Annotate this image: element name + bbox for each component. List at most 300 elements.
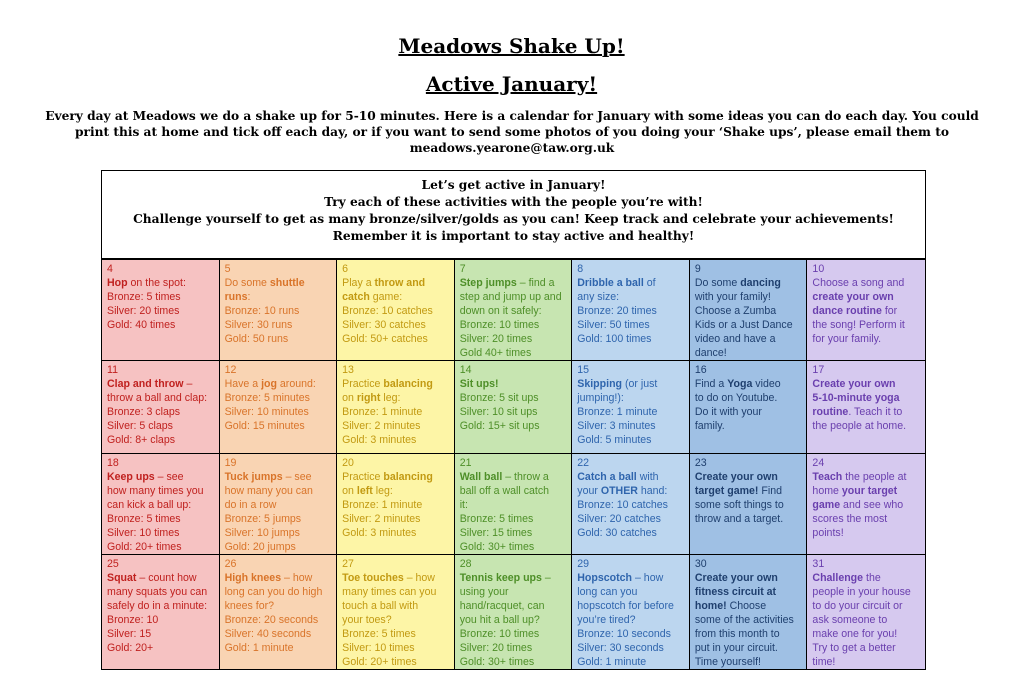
day-text-line bbox=[812, 571, 922, 585]
day-cell bbox=[807, 555, 925, 669]
activity-highlight: Yoga bbox=[727, 378, 753, 390]
activity-text: Gold: 30+ times bbox=[459, 656, 535, 668]
day-number bbox=[225, 456, 334, 470]
day-number bbox=[695, 262, 804, 276]
day-text-line bbox=[577, 377, 686, 391]
activity-text: the people at bbox=[842, 471, 907, 483]
activity-text: 5 bbox=[224, 263, 231, 275]
day-text-line bbox=[460, 470, 569, 484]
day-text-line bbox=[695, 613, 804, 627]
day-number bbox=[107, 557, 216, 571]
day-number bbox=[812, 363, 922, 377]
activity-text: Gold: 100 times bbox=[577, 333, 652, 345]
challenge-line: Remember it is important to stay active and healthy! bbox=[332, 229, 695, 243]
activity-text: Silver: 15 times bbox=[459, 527, 533, 539]
activity-text: Choose a song and bbox=[812, 277, 905, 289]
activity-highlight: Teach bbox=[812, 471, 843, 483]
day-cell bbox=[807, 454, 925, 555]
day-text-line bbox=[460, 276, 569, 290]
activity-text: do in a row bbox=[224, 499, 277, 511]
activity-text: 4 bbox=[107, 263, 113, 275]
activity-text: 14 bbox=[459, 364, 472, 376]
activity-highlight: Create your own bbox=[694, 471, 778, 483]
day-text-line bbox=[812, 332, 922, 346]
activity-text: Silver: 20 times bbox=[107, 305, 180, 317]
activity-text: Gold: 20+ times bbox=[342, 656, 417, 668]
day-text-line bbox=[225, 419, 334, 433]
activity-text: Gold: 50 runs bbox=[224, 333, 289, 345]
day-cell bbox=[690, 555, 808, 669]
activity-text: – see bbox=[282, 471, 312, 483]
day-text-line bbox=[107, 276, 216, 290]
day-text-line bbox=[342, 318, 451, 332]
activity-text: Gold: 3 minutes bbox=[342, 434, 417, 446]
day-text-line bbox=[812, 470, 922, 484]
day-number bbox=[812, 456, 922, 470]
day-text-line bbox=[107, 318, 216, 332]
day-text-line bbox=[695, 585, 804, 599]
activity-text: – how bbox=[281, 572, 313, 584]
day-cell bbox=[337, 555, 455, 669]
activity-text: Gold: 30 catches bbox=[577, 527, 657, 539]
day-number bbox=[577, 262, 686, 276]
day-text-line bbox=[342, 470, 451, 484]
day-text-line bbox=[460, 641, 569, 655]
day-number bbox=[460, 557, 569, 571]
day-text-line bbox=[695, 318, 804, 332]
day-text-line bbox=[342, 276, 451, 290]
activity-text: Bronze: 20 seconds bbox=[224, 614, 319, 626]
activity-text: Gold: 1 minute bbox=[577, 656, 647, 668]
activity-text: 22 bbox=[577, 457, 590, 469]
activity-text: – how bbox=[403, 572, 435, 584]
day-cell bbox=[455, 260, 573, 361]
challenge-line: Try each of these activities with the people you’re with! bbox=[324, 195, 703, 209]
day-text-line bbox=[812, 405, 922, 419]
activity-text: hand: bbox=[637, 485, 668, 497]
day-text-line bbox=[695, 346, 804, 360]
day-text-line bbox=[460, 613, 569, 627]
activity-text: time! bbox=[812, 656, 836, 668]
day-text-line bbox=[342, 571, 451, 585]
activity-text: Bronze: 10 runs bbox=[224, 305, 300, 317]
activity-highlight: routine bbox=[812, 406, 849, 418]
activity-text: people in your house bbox=[812, 586, 911, 598]
day-text-line bbox=[812, 318, 922, 332]
day-cell bbox=[102, 260, 220, 361]
day-text-line bbox=[107, 419, 216, 433]
day-text-line bbox=[225, 304, 334, 318]
activity-text: around: bbox=[276, 378, 316, 390]
day-text-line bbox=[107, 377, 216, 391]
activity-highlight: balancing bbox=[383, 378, 433, 390]
activity-text: Gold: 20+ times bbox=[107, 541, 182, 553]
day-text-line bbox=[577, 512, 686, 526]
day-text-line bbox=[342, 391, 451, 405]
day-text-line bbox=[460, 526, 569, 540]
day-cell bbox=[220, 361, 338, 454]
activity-text: with bbox=[636, 471, 659, 483]
activity-text: put in your circuit. bbox=[694, 642, 778, 654]
activity-text: Find bbox=[758, 485, 782, 497]
activity-highlight: Toe touches bbox=[342, 572, 404, 584]
day-text-line bbox=[225, 627, 334, 641]
day-text-line bbox=[695, 599, 804, 613]
activity-text: Do some bbox=[224, 277, 270, 289]
day-text-line bbox=[577, 641, 686, 655]
day-number bbox=[225, 557, 334, 571]
activity-text: 31 bbox=[812, 558, 825, 570]
day-text-line bbox=[812, 419, 922, 433]
activity-text: the people at home. bbox=[812, 420, 907, 432]
activity-highlight: dance routine bbox=[812, 305, 882, 317]
day-text-line bbox=[107, 512, 216, 526]
day-cell bbox=[102, 454, 220, 555]
day-number bbox=[107, 456, 216, 470]
day-number bbox=[695, 363, 804, 377]
activity-text: Gold: 8+ claps bbox=[107, 434, 176, 446]
activity-text: safely do in a minute: bbox=[107, 600, 208, 612]
activity-text: – count how bbox=[136, 572, 197, 584]
day-cell bbox=[572, 361, 690, 454]
activity-text: Silver: 3 minutes bbox=[577, 420, 656, 432]
activity-highlight: Create your own bbox=[694, 572, 778, 584]
activity-highlight: Dribble a ball bbox=[577, 277, 644, 289]
day-cell bbox=[690, 361, 808, 454]
activity-text: using your bbox=[459, 586, 509, 598]
activity-text: video bbox=[752, 378, 781, 390]
activity-text: Silver: 10 sit ups bbox=[459, 406, 538, 418]
day-text-line bbox=[695, 641, 804, 655]
activity-text: Gold: 20 jumps bbox=[224, 541, 296, 553]
intro-line: print this at home and tick off each day, or if you want to send some photos of you doing your ‘Shake ups’, please email them to bbox=[75, 125, 949, 139]
day-text-line bbox=[107, 641, 216, 655]
activity-text: 11 bbox=[107, 364, 118, 376]
day-text-line bbox=[225, 599, 334, 613]
day-text-line bbox=[460, 391, 569, 405]
day-text-line bbox=[577, 391, 686, 405]
activity-text: (or just bbox=[622, 378, 658, 390]
day-text-line bbox=[695, 484, 804, 498]
day-text-line bbox=[225, 613, 334, 627]
day-number bbox=[577, 456, 686, 470]
activity-text: Silver: 2 minutes bbox=[342, 513, 421, 525]
activity-text: Kids or a Just Dance bbox=[694, 319, 793, 331]
activity-highlight: Clap and throw bbox=[107, 378, 184, 390]
activity-text: your bbox=[577, 485, 601, 497]
activity-text: Gold: 15+ sit ups bbox=[459, 420, 540, 432]
activity-text: dance! bbox=[694, 347, 727, 359]
activity-text: – see bbox=[154, 471, 184, 483]
activity-text: – bbox=[183, 378, 193, 390]
activity-text: 28 bbox=[459, 558, 472, 570]
activity-text: and see who bbox=[840, 499, 904, 511]
day-number bbox=[342, 456, 451, 470]
activity-text: Bronze: 20 times bbox=[577, 305, 657, 317]
day-text-line bbox=[342, 655, 451, 669]
day-text-line bbox=[695, 304, 804, 318]
activity-text: : bbox=[247, 291, 251, 303]
activity-text: Bronze: 5 jumps bbox=[224, 513, 302, 525]
day-text-line bbox=[107, 540, 216, 554]
activity-text: long can you bbox=[577, 586, 638, 598]
activity-text: jumping!): bbox=[577, 392, 624, 404]
activity-text: Silver: 10 jumps bbox=[224, 527, 300, 539]
day-cell bbox=[220, 555, 338, 669]
activity-text: 9 bbox=[694, 263, 701, 275]
day-text-line bbox=[695, 290, 804, 304]
day-text-line bbox=[577, 470, 686, 484]
activity-text: Play a bbox=[342, 277, 375, 289]
day-cell bbox=[337, 361, 455, 454]
day-text-line bbox=[107, 304, 216, 318]
activity-text: with your family! bbox=[694, 291, 771, 303]
day-text-line bbox=[812, 585, 922, 599]
activity-text: for your family. bbox=[812, 333, 882, 345]
activity-text: – how bbox=[632, 572, 664, 584]
activity-text: Choose bbox=[726, 600, 767, 612]
day-text-line bbox=[225, 377, 334, 391]
day-cell bbox=[690, 454, 808, 555]
activity-highlight: Skipping bbox=[577, 378, 623, 390]
day-text-line bbox=[107, 484, 216, 498]
activity-text: Silver: 30 runs bbox=[224, 319, 293, 331]
activity-text: 23 bbox=[694, 457, 707, 469]
activity-text: on bbox=[342, 485, 357, 497]
activity-text: it: bbox=[459, 499, 468, 511]
activity-text: Gold: 20+ bbox=[107, 642, 154, 654]
activity-text: Gold: 3 minutes bbox=[342, 527, 417, 539]
day-text-line bbox=[577, 276, 686, 290]
day-cell bbox=[572, 454, 690, 555]
activity-text: how many times you bbox=[107, 485, 204, 497]
day-cell bbox=[455, 454, 573, 555]
activity-text: from this month to bbox=[694, 628, 780, 640]
activity-text: Silver: 20 times bbox=[459, 642, 533, 654]
activity-text: can kick a ball up: bbox=[107, 499, 192, 511]
day-text-line bbox=[342, 613, 451, 627]
day-number bbox=[460, 456, 569, 470]
activity-text: make one for you! bbox=[812, 628, 898, 640]
activity-text: leg: bbox=[380, 392, 401, 404]
day-text-line bbox=[695, 498, 804, 512]
activity-text: some soft things to bbox=[694, 499, 784, 511]
activity-text: many times can you bbox=[342, 586, 437, 598]
day-text-line bbox=[107, 613, 216, 627]
day-number bbox=[812, 557, 922, 571]
activity-text: Bronze: 10 catches bbox=[577, 499, 668, 511]
day-text-line bbox=[342, 377, 451, 391]
day-cell bbox=[220, 260, 338, 361]
activity-text: Silver: 30 catches bbox=[342, 319, 426, 331]
activity-highlight: game bbox=[812, 499, 841, 511]
activity-text: Choose a Zumba bbox=[694, 305, 777, 317]
activity-text: ask someone to bbox=[812, 614, 888, 626]
day-text-line bbox=[695, 276, 804, 290]
activity-text: knees for? bbox=[224, 600, 275, 612]
activity-text: 17 bbox=[812, 364, 825, 376]
day-text-line bbox=[225, 276, 334, 290]
activity-text: game: bbox=[369, 291, 403, 303]
day-number bbox=[107, 363, 216, 377]
day-text-line bbox=[695, 627, 804, 641]
activity-text: Bronze: 10 times bbox=[459, 319, 540, 331]
activity-text: 16 bbox=[694, 364, 707, 376]
activity-text: 20 bbox=[342, 457, 354, 469]
day-text-line bbox=[812, 498, 922, 512]
activity-calendar bbox=[101, 259, 926, 670]
activity-text: some of the activities bbox=[694, 614, 794, 626]
activity-text: Gold: 5 minutes bbox=[577, 434, 652, 446]
activity-text: family. bbox=[694, 420, 725, 432]
day-number bbox=[695, 557, 804, 571]
day-cell bbox=[102, 555, 220, 669]
activity-text: for bbox=[881, 305, 898, 317]
activity-text: scores the most bbox=[812, 513, 888, 525]
activity-text: of bbox=[643, 277, 656, 289]
day-text-line bbox=[812, 613, 922, 627]
day-text-line bbox=[107, 526, 216, 540]
activity-highlight: Step jumps bbox=[459, 277, 517, 289]
day-text-line bbox=[342, 304, 451, 318]
day-text-line bbox=[225, 571, 334, 585]
day-number bbox=[225, 363, 334, 377]
day-text-line bbox=[460, 599, 569, 613]
activity-text: Find a bbox=[694, 378, 728, 390]
day-cell bbox=[807, 361, 925, 454]
activity-highlight: Challenge bbox=[812, 572, 864, 584]
activity-text: Silver: 20 times bbox=[459, 333, 533, 345]
day-text-line bbox=[460, 627, 569, 641]
day-text-line bbox=[577, 290, 686, 304]
activity-text: Bronze: 10 times bbox=[459, 628, 540, 640]
intro-paragraph bbox=[22, 108, 1002, 156]
day-text-line bbox=[342, 332, 451, 346]
day-text-line bbox=[577, 419, 686, 433]
activity-text: your toes? bbox=[342, 614, 392, 626]
day-text-line bbox=[342, 627, 451, 641]
activity-text: hand/racquet, can bbox=[459, 600, 545, 612]
day-cell bbox=[337, 260, 455, 361]
day-text-line bbox=[577, 655, 686, 669]
activity-highlight: Hop bbox=[107, 277, 128, 289]
activity-text: to do on Youtube. bbox=[694, 392, 778, 404]
day-text-line bbox=[812, 526, 922, 540]
day-text-line bbox=[225, 498, 334, 512]
activity-text: 10 bbox=[812, 263, 825, 275]
day-text-line bbox=[577, 613, 686, 627]
day-text-line bbox=[342, 290, 451, 304]
activity-highlight: Catch a ball bbox=[577, 471, 637, 483]
activity-text: step and jump up and bbox=[459, 291, 562, 303]
activity-text: on the spot: bbox=[127, 277, 186, 289]
day-text-line bbox=[812, 641, 922, 655]
day-text-line bbox=[225, 585, 334, 599]
day-text-line bbox=[577, 304, 686, 318]
activity-highlight: Hopscotch bbox=[577, 572, 633, 584]
day-text-line bbox=[577, 318, 686, 332]
day-text-line bbox=[342, 405, 451, 419]
activity-highlight: Tennis keep ups bbox=[459, 572, 542, 584]
day-text-line bbox=[812, 391, 922, 405]
day-text-line bbox=[342, 512, 451, 526]
activity-text: 15 bbox=[577, 364, 590, 376]
day-text-line bbox=[225, 484, 334, 498]
day-text-line bbox=[107, 585, 216, 599]
activity-text: Bronze: 10 seconds bbox=[577, 628, 671, 640]
day-text-line bbox=[225, 290, 334, 304]
day-text-line bbox=[695, 377, 804, 391]
activity-text: 6 bbox=[342, 263, 349, 275]
day-text-line bbox=[812, 599, 922, 613]
activity-text: Bronze: 5 minutes bbox=[224, 392, 310, 404]
activity-text: you hit a ball up? bbox=[459, 614, 540, 626]
challenge-line: Challenge yourself to get as many bronze/silver/golds as you can! Keep track and celebrate your achievements! bbox=[133, 212, 894, 226]
activity-highlight: runs bbox=[224, 291, 248, 303]
activity-text: 19 bbox=[224, 457, 237, 469]
day-text-line bbox=[695, 419, 804, 433]
day-text-line bbox=[225, 526, 334, 540]
activity-text: Time yourself! bbox=[694, 656, 761, 668]
day-text-line bbox=[342, 585, 451, 599]
activity-text: 30 bbox=[694, 558, 707, 570]
activity-text: points! bbox=[812, 527, 844, 539]
activity-text: home bbox=[812, 485, 842, 497]
day-number bbox=[460, 363, 569, 377]
day-text-line bbox=[695, 512, 804, 526]
activity-highlight: Create your own bbox=[812, 378, 896, 390]
activity-text: Silver: 10 minutes bbox=[224, 406, 309, 418]
day-text-line bbox=[107, 290, 216, 304]
activity-text: the song! Perform it bbox=[812, 319, 905, 331]
activity-highlight: balancing bbox=[383, 471, 433, 483]
day-text-line bbox=[107, 599, 216, 613]
day-text-line bbox=[460, 512, 569, 526]
activity-text: Silver: 30 seconds bbox=[577, 642, 664, 654]
activity-text: many squats you can bbox=[107, 586, 208, 598]
day-text-line bbox=[577, 571, 686, 585]
activity-highlight: shuttle bbox=[269, 277, 305, 289]
activity-text: Bronze: 5 times bbox=[107, 513, 181, 525]
activity-text: – throw a bbox=[502, 471, 549, 483]
activity-text: Have a bbox=[224, 378, 262, 390]
day-number bbox=[460, 262, 569, 276]
day-text-line bbox=[460, 484, 569, 498]
activity-text: Bronze: 10 bbox=[107, 614, 159, 626]
day-text-line bbox=[342, 599, 451, 613]
day-text-line bbox=[460, 290, 569, 304]
activity-highlight: create your own bbox=[812, 291, 894, 303]
day-number bbox=[107, 262, 216, 276]
day-text-line bbox=[342, 498, 451, 512]
activity-text: 29 bbox=[577, 558, 590, 570]
activity-text: Bronze: 1 minute bbox=[342, 499, 423, 511]
day-text-line bbox=[812, 276, 922, 290]
activity-text: any size: bbox=[577, 291, 620, 303]
activity-text: Gold: 40 times bbox=[107, 319, 176, 331]
day-text-line bbox=[812, 512, 922, 526]
day-text-line bbox=[107, 571, 216, 585]
day-text-line bbox=[225, 391, 334, 405]
day-number bbox=[812, 262, 922, 276]
activity-text: . Teach it to bbox=[848, 406, 903, 418]
activity-text: how many you can bbox=[224, 485, 313, 497]
day-text-line bbox=[460, 318, 569, 332]
day-text-line bbox=[577, 405, 686, 419]
day-number bbox=[577, 557, 686, 571]
activity-text: Silver: 20 catches bbox=[577, 513, 661, 525]
day-text-line bbox=[460, 540, 569, 554]
